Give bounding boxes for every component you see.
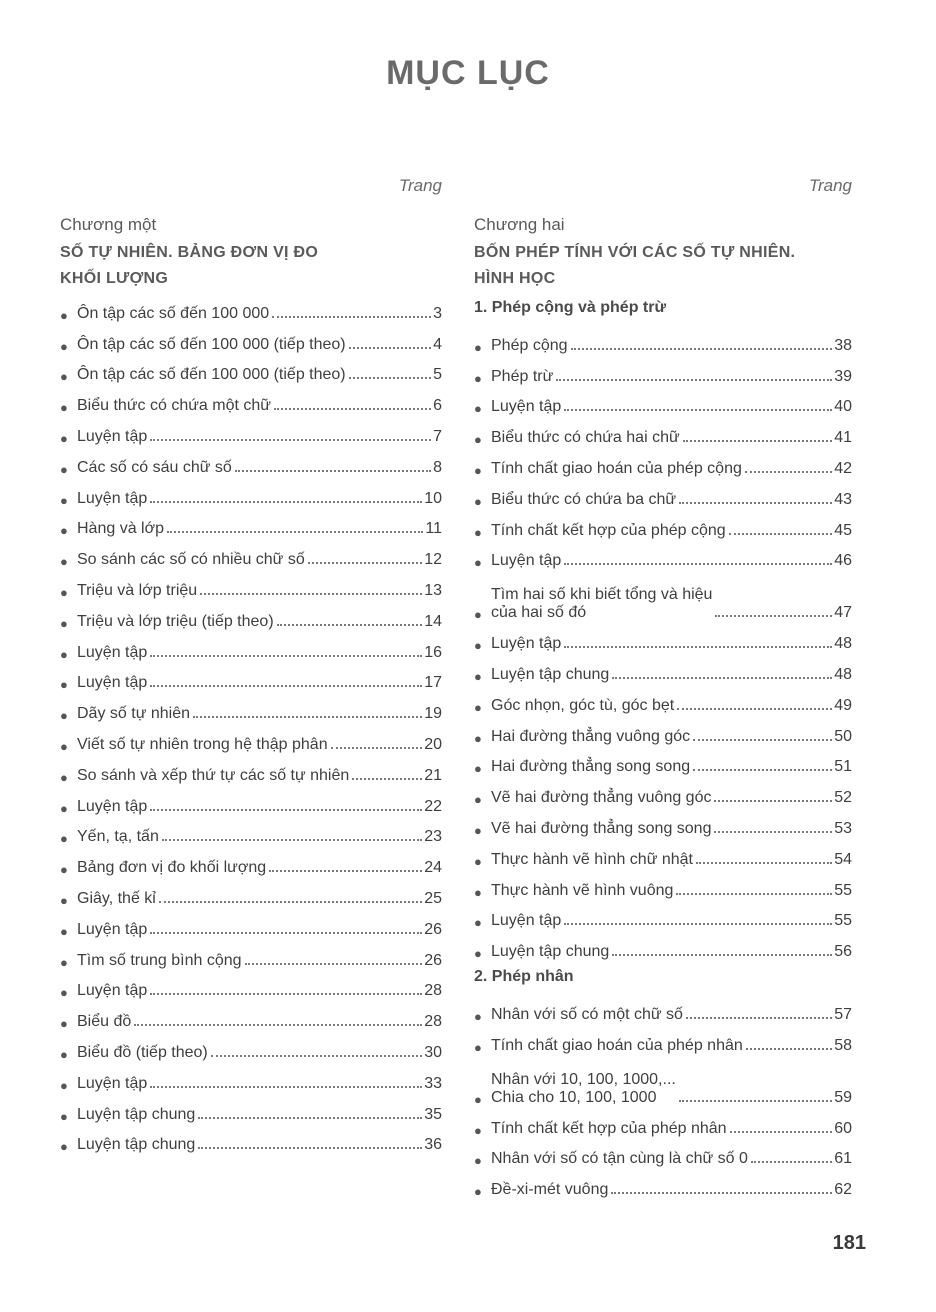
- chapter-title-line-2: HÌNH HỌC: [474, 270, 556, 287]
- toc-entry: [60, 384, 442, 415]
- toc-entry: [474, 838, 852, 869]
- dot-leader: [714, 800, 832, 802]
- toc-entry-label: Luyện tập: [491, 635, 562, 653]
- toc-entry: [60, 1124, 442, 1155]
- toc-entry-page: 40: [834, 398, 852, 416]
- bullet-icon: ●: [474, 792, 482, 808]
- toc-entry-page: 45: [834, 521, 852, 539]
- toc-entry: [474, 447, 852, 478]
- toc-entry: [474, 509, 852, 540]
- toc-entry-label: Luyện tập chung: [491, 943, 610, 961]
- toc-list: [60, 292, 442, 1154]
- dot-leader: [571, 348, 833, 350]
- toc-entry-label: So sánh các số có nhiều chữ số: [77, 551, 305, 569]
- bullet-icon: ●: [60, 708, 68, 724]
- bullet-icon: ●: [474, 493, 482, 509]
- bullet-icon: ●: [474, 524, 482, 540]
- toc-entry: [474, 540, 852, 571]
- toc-entry-label: [491, 1071, 676, 1107]
- toc-entry-page: 24: [424, 859, 442, 877]
- toc-entry: [60, 1031, 442, 1062]
- bullet-icon: ●: [474, 432, 482, 448]
- toc-entry-page: 11: [425, 520, 442, 538]
- toc-entry-page: 49: [834, 696, 852, 714]
- toc-entry-page: 43: [834, 490, 852, 508]
- toc-entry-label-line-1: Nhân với 10, 100, 1000,...: [491, 1070, 676, 1088]
- bullet-icon: ●: [474, 555, 482, 571]
- bullet-icon: ●: [474, 1184, 482, 1200]
- toc-entry-label: Hai đường thẳng vuông góc: [491, 727, 691, 745]
- chapter-title-line-1: BỐN PHÉP TÍNH VỚI CÁC SỐ TỰ NHIÊN.: [474, 244, 796, 261]
- toc-entry-label: Dãy số tự nhiên: [77, 705, 190, 723]
- dot-leader: [349, 347, 431, 349]
- toc-entry-label: Luyện tập: [77, 489, 148, 507]
- toc-entry-label: Triệu và lớp triệu: [77, 581, 198, 599]
- dot-leader: [751, 1161, 832, 1163]
- dot-leader: [211, 1055, 422, 1057]
- dot-leader: [683, 440, 833, 442]
- toc-entry-label: Tính chất kết hợp của phép cộng: [491, 521, 726, 539]
- bullet-icon: ●: [474, 1008, 482, 1024]
- toc-entry-label: Luyện tập chung: [77, 1105, 196, 1123]
- dot-leader: [150, 1086, 422, 1088]
- toc-entry-label: Yến, tạ, tấn: [77, 828, 159, 846]
- dot-leader: [277, 624, 423, 626]
- toc-entry-page: 25: [424, 889, 442, 907]
- toc-entry: [60, 538, 442, 569]
- toc-entry-page: 53: [834, 819, 852, 837]
- toc-entry-page: 5: [433, 366, 442, 384]
- dot-leader: [331, 747, 423, 749]
- page-column-header: Trang: [808, 176, 852, 195]
- dot-leader: [715, 615, 832, 617]
- toc-entry: [60, 1093, 442, 1124]
- bullet-icon: ●: [474, 915, 482, 931]
- toc-entry-page: 12: [424, 551, 442, 569]
- toc-entry: [60, 908, 442, 939]
- toc-entry: [60, 569, 442, 600]
- toc-entry: [474, 1055, 852, 1107]
- toc-entry-label: Giây, thế kỉ: [77, 889, 156, 907]
- toc-entry-label: Nhân với số có tận cùng là chữ số 0: [491, 1150, 748, 1168]
- dot-leader: [150, 809, 422, 811]
- toc-entry: [60, 323, 442, 354]
- toc-entry-page: 14: [424, 612, 442, 630]
- toc-entry-page: 50: [834, 727, 852, 745]
- toc-entry-label: Luyện tập: [77, 982, 148, 1000]
- toc-entry-label: Các số có sáu chữ số: [77, 458, 232, 476]
- bullet-icon: ●: [60, 646, 68, 662]
- bullet-icon: ●: [60, 400, 68, 416]
- dot-leader: [150, 655, 422, 657]
- toc-entry-label: Luyện tập: [491, 912, 562, 930]
- toc-entry: [60, 662, 442, 693]
- toc-entry: [474, 653, 852, 684]
- dot-leader: [611, 1192, 832, 1194]
- dot-leader: [159, 901, 422, 903]
- toc-list: [474, 993, 852, 1199]
- dot-leader: [679, 1100, 832, 1102]
- chapter-title-line-1: SỐ TỰ NHIÊN. BẢNG ĐƠN VỊ ĐO: [60, 244, 319, 261]
- dot-leader: [272, 316, 431, 318]
- bullet-icon: ●: [60, 892, 68, 908]
- toc-entry-page: 16: [424, 643, 442, 661]
- bullet-icon: ●: [60, 1108, 68, 1124]
- dot-leader: [679, 502, 832, 504]
- toc-entry-label: Triệu và lớp triệu (tiếp theo): [77, 612, 274, 630]
- bullet-icon: ●: [474, 853, 482, 869]
- dot-leader: [167, 531, 423, 533]
- toc-entry: [60, 846, 442, 877]
- bullet-icon: ●: [474, 1039, 482, 1055]
- toc-entry: [474, 570, 852, 622]
- toc-entry-label: Ôn tập các số đến 100 000 (tiếp theo): [77, 366, 346, 384]
- toc-entry-page: 39: [834, 367, 852, 385]
- bullet-icon: ●: [474, 1153, 482, 1169]
- toc-entry: [60, 446, 442, 477]
- toc-entry: [60, 970, 442, 1001]
- toc-entry-page: 26: [424, 951, 442, 969]
- toc-entry-label: Luyện tập: [77, 427, 148, 445]
- toc-entry-label: Biểu thức có chứa ba chữ: [491, 490, 677, 508]
- bullet-icon: ●: [474, 946, 482, 962]
- bullet-icon: ●: [60, 1046, 68, 1062]
- bullet-icon: ●: [474, 1122, 482, 1138]
- toc-entry: [474, 684, 852, 715]
- toc-entry-label: Bảng đơn vị đo khối lượng: [77, 859, 267, 877]
- toc-entry-label: Ôn tập các số đến 100 000 (tiếp theo): [77, 335, 346, 353]
- toc-entry-page: 48: [834, 665, 852, 683]
- toc-entry-label: Hàng và lớp: [77, 520, 164, 538]
- toc-entry-label: Phép trừ: [491, 367, 554, 385]
- bullet-icon: ●: [474, 607, 482, 623]
- dot-leader: [269, 870, 422, 872]
- toc-entry-label: Đề-xi-mét vuông: [491, 1181, 609, 1199]
- bullet-icon: ●: [60, 615, 68, 631]
- page-column-header: Trang: [398, 176, 442, 195]
- toc-entry: [474, 622, 852, 653]
- dot-leader: [612, 954, 832, 956]
- toc-entry-page: 58: [834, 1036, 852, 1054]
- dot-leader: [746, 1048, 832, 1050]
- toc-entry-page: 62: [834, 1181, 852, 1199]
- dot-leader: [274, 408, 431, 410]
- bullet-icon: ●: [60, 369, 68, 385]
- bullet-icon: ●: [60, 738, 68, 754]
- dot-leader: [193, 716, 422, 718]
- dot-leader: [714, 831, 832, 833]
- dot-leader: [693, 769, 832, 771]
- toc-entry: [474, 869, 852, 900]
- dot-leader: [556, 379, 832, 381]
- toc-entry-page: 48: [834, 635, 852, 653]
- toc-entry-page: 51: [834, 758, 852, 776]
- bullet-icon: ●: [474, 1091, 482, 1107]
- toc-entry-label: Luyện tập: [491, 552, 562, 570]
- bullet-icon: ●: [474, 699, 482, 715]
- dot-leader: [198, 1147, 422, 1149]
- right-column: [474, 176, 852, 1199]
- bullet-icon: ●: [474, 730, 482, 746]
- toc-entry-label: Luyện tập: [77, 674, 148, 692]
- toc-entry: [474, 1024, 852, 1055]
- toc-entry: [474, 715, 852, 746]
- toc-entry-page: 28: [424, 1013, 442, 1031]
- bullet-icon: ●: [60, 677, 68, 693]
- toc-entry-page: 57: [834, 1005, 852, 1023]
- bullet-icon: ●: [60, 1077, 68, 1093]
- dot-leader: [676, 893, 832, 895]
- toc-entry-label: Thực hành vẽ hình chữ nhật: [491, 850, 693, 868]
- toc-entry-page: 13: [424, 581, 442, 599]
- dot-leader: [150, 932, 422, 934]
- toc-entry: [60, 415, 442, 446]
- toc-entry-page: 55: [834, 912, 852, 930]
- toc-entry-page: 47: [834, 604, 852, 622]
- toc-entry-page: 28: [424, 982, 442, 1000]
- bullet-icon: ●: [60, 523, 68, 539]
- dot-leader: [162, 839, 422, 841]
- toc-entry-page: 17: [424, 674, 442, 692]
- toc-list: [474, 324, 852, 961]
- bullet-icon: ●: [60, 769, 68, 785]
- toc-entry: [60, 939, 442, 970]
- dot-leader: [200, 593, 422, 595]
- bullet-icon: ●: [474, 761, 482, 777]
- toc-entry-label: Tính chất kết hợp của phép nhân: [491, 1119, 727, 1137]
- toc-entry-label: Thực hành vẽ hình vuông: [491, 881, 674, 899]
- bullet-icon: ●: [60, 954, 68, 970]
- toc-entry-label-line-2: Chia cho 10, 100, 1000: [491, 1088, 657, 1106]
- toc-entry-label: Viết số tự nhiên trong hệ thập phân: [77, 735, 328, 753]
- page-number: 181: [832, 1232, 866, 1254]
- toc-entry-label: Tính chất giao hoán của phép nhân: [491, 1036, 743, 1054]
- chapter-title-line-2: KHỐI LƯỢNG: [60, 270, 169, 287]
- toc-entry-page: 26: [424, 920, 442, 938]
- bullet-icon: ●: [60, 584, 68, 600]
- section-title: 2. Phép nhân: [474, 968, 574, 986]
- bullet-icon: ●: [60, 554, 68, 570]
- toc-entry-page: 38: [834, 336, 852, 354]
- dot-leader: [564, 409, 832, 411]
- dot-leader: [150, 993, 422, 995]
- toc-entry-page: 59: [834, 1088, 852, 1106]
- bullet-icon: ●: [60, 1139, 68, 1155]
- dot-leader: [349, 377, 431, 379]
- toc-entry-label: Vẽ hai đường thẳng song song: [491, 819, 712, 837]
- toc-entry-label: Tìm số trung bình cộng: [77, 951, 242, 969]
- toc-entry: [474, 993, 852, 1024]
- toc-entry-page: 54: [834, 850, 852, 868]
- toc-entry: [474, 746, 852, 777]
- dot-leader: [564, 563, 832, 565]
- dot-leader: [245, 963, 423, 965]
- toc-entry: [60, 785, 442, 816]
- toc-entry-label-line-1: Tìm hai số khi biết tổng và hiệu: [491, 586, 713, 604]
- toc-entry: [60, 292, 442, 323]
- toc-entry-page: 23: [424, 828, 442, 846]
- toc-entry-page: 10: [424, 489, 442, 507]
- chapter-label: Chương một: [60, 215, 157, 234]
- toc-entry: [474, 1138, 852, 1169]
- toc-entry: [474, 416, 852, 447]
- toc-entry-page: 55: [834, 881, 852, 899]
- toc-entry: [474, 324, 852, 355]
- toc-entry: [474, 1168, 852, 1199]
- toc-entry-label: Biểu thức có chứa hai chữ: [491, 429, 680, 447]
- toc-entry-page: 36: [424, 1136, 442, 1154]
- toc-entry-page: 19: [424, 705, 442, 723]
- toc-entry-page: 35: [424, 1105, 442, 1123]
- bullet-icon: ●: [474, 668, 482, 684]
- dot-leader: [745, 471, 832, 473]
- toc-entry-label: Luyện tập: [491, 398, 562, 416]
- toc-entry-page: 41: [834, 429, 852, 447]
- toc-entry-label: Biểu đồ: [77, 1013, 132, 1031]
- bullet-icon: ●: [474, 401, 482, 417]
- bullet-icon: ●: [474, 370, 482, 386]
- toc-entry: [474, 355, 852, 386]
- dot-leader: [308, 562, 422, 564]
- toc-entry-page: 4: [433, 335, 442, 353]
- bullet-icon: ●: [60, 1016, 68, 1032]
- toc-entry-label: So sánh và xếp thứ tự các số tự nhiên: [77, 766, 350, 784]
- toc-entry: [60, 477, 442, 508]
- dot-leader: [198, 1117, 422, 1119]
- toc-entry-label: Nhân với số có một chữ số: [491, 1005, 683, 1023]
- dot-leader: [235, 470, 431, 472]
- toc-entry: [60, 816, 442, 847]
- toc-entry-page: 6: [433, 397, 442, 415]
- toc-entry-label: Luyện tập chung: [77, 1136, 196, 1154]
- dot-leader: [564, 646, 832, 648]
- toc-entry: [60, 1062, 442, 1093]
- bullet-icon: ●: [474, 884, 482, 900]
- bullet-icon: ●: [60, 430, 68, 446]
- dot-leader: [686, 1017, 832, 1019]
- toc-entry: [60, 877, 442, 908]
- toc-entry-page: 8: [433, 458, 442, 476]
- dot-leader: [150, 439, 431, 441]
- toc-entry-page: 21: [424, 766, 442, 784]
- toc-entry-page: 3: [433, 304, 442, 322]
- toc-entry: [60, 600, 442, 631]
- toc-entry-label: Phép cộng: [491, 336, 568, 354]
- toc-entry-label: [491, 586, 712, 622]
- toc-entry: [60, 354, 442, 385]
- toc-entry-label: Tính chất giao hoán của phép cộng: [491, 459, 742, 477]
- dot-leader: [677, 708, 832, 710]
- dot-leader: [696, 862, 832, 864]
- toc-entry-label: Hai đường thẳng song song: [491, 758, 691, 776]
- dot-leader: [730, 1131, 833, 1133]
- toc-entry-page: 22: [424, 797, 442, 815]
- toc-entry-page: 20: [424, 735, 442, 753]
- toc-entry-label: Ôn tập các số đến 100 000: [77, 304, 270, 322]
- toc-entry-label-line-2: của hai số đó: [491, 604, 587, 622]
- toc-entry-label: Biểu đồ (tiếp theo): [77, 1043, 208, 1061]
- chapter-label: Chương hai: [474, 215, 565, 234]
- toc-entry-label: Luyện tập: [77, 643, 148, 661]
- bullet-icon: ●: [60, 862, 68, 878]
- toc-entry-page: 60: [834, 1119, 852, 1137]
- toc-entry-page: 56: [834, 943, 852, 961]
- dot-leader: [693, 739, 832, 741]
- bullet-icon: ●: [60, 800, 68, 816]
- dot-leader: [150, 685, 422, 687]
- bullet-icon: ●: [474, 638, 482, 654]
- dot-leader: [612, 677, 832, 679]
- toc-entry: [60, 723, 442, 754]
- toc-entry-page: 46: [834, 552, 852, 570]
- toc-entry: [474, 776, 852, 807]
- dot-leader: [150, 501, 422, 503]
- toc-entry: [474, 900, 852, 931]
- toc-entry-label: Biểu thức có chứa một chữ: [77, 397, 271, 415]
- toc-entry-label: Góc nhọn, góc tù, góc bẹt: [491, 696, 675, 714]
- bullet-icon: ●: [60, 338, 68, 354]
- toc-entry-label: Luyện tập: [77, 920, 148, 938]
- bullet-icon: ●: [60, 923, 68, 939]
- toc-entry-page: 42: [834, 459, 852, 477]
- bullet-icon: ●: [60, 461, 68, 477]
- dot-leader: [564, 923, 832, 925]
- toc-entry: [474, 1107, 852, 1138]
- dot-leader: [352, 778, 422, 780]
- toc-entry-page: 33: [424, 1074, 442, 1092]
- dot-leader: [134, 1024, 422, 1026]
- toc-entry-page: 30: [424, 1043, 442, 1061]
- bullet-icon: ●: [474, 339, 482, 355]
- toc-entry-page: 7: [433, 427, 442, 445]
- toc-entry: [60, 754, 442, 785]
- page-title: MỤC LỤC: [386, 54, 550, 92]
- toc-entry-label: Vẽ hai đường thẳng vuông góc: [491, 789, 712, 807]
- bullet-icon: ●: [60, 307, 68, 323]
- toc-entry: [60, 1000, 442, 1031]
- toc-entry: [474, 478, 852, 509]
- section-title: 1. Phép cộng và phép trừ: [474, 299, 667, 316]
- dot-leader: [729, 533, 833, 535]
- toc-entry-page: 61: [834, 1150, 852, 1168]
- left-column: [60, 176, 442, 1154]
- toc-entry: [474, 930, 852, 961]
- bullet-icon: ●: [60, 985, 68, 1001]
- toc-entry-label: Luyện tập chung: [491, 665, 610, 683]
- bullet-icon: ●: [474, 822, 482, 838]
- toc-entry: [474, 386, 852, 417]
- toc-entry: [60, 692, 442, 723]
- toc-entry: [474, 807, 852, 838]
- bullet-icon: ●: [474, 462, 482, 478]
- toc-entry: [60, 631, 442, 662]
- toc-entry: [60, 508, 442, 539]
- bullet-icon: ●: [60, 831, 68, 847]
- toc-entry-label: Luyện tập: [77, 797, 148, 815]
- bullet-icon: ●: [60, 492, 68, 508]
- toc-entry-page: 52: [834, 789, 852, 807]
- toc-entry-label: Luyện tập: [77, 1074, 148, 1092]
